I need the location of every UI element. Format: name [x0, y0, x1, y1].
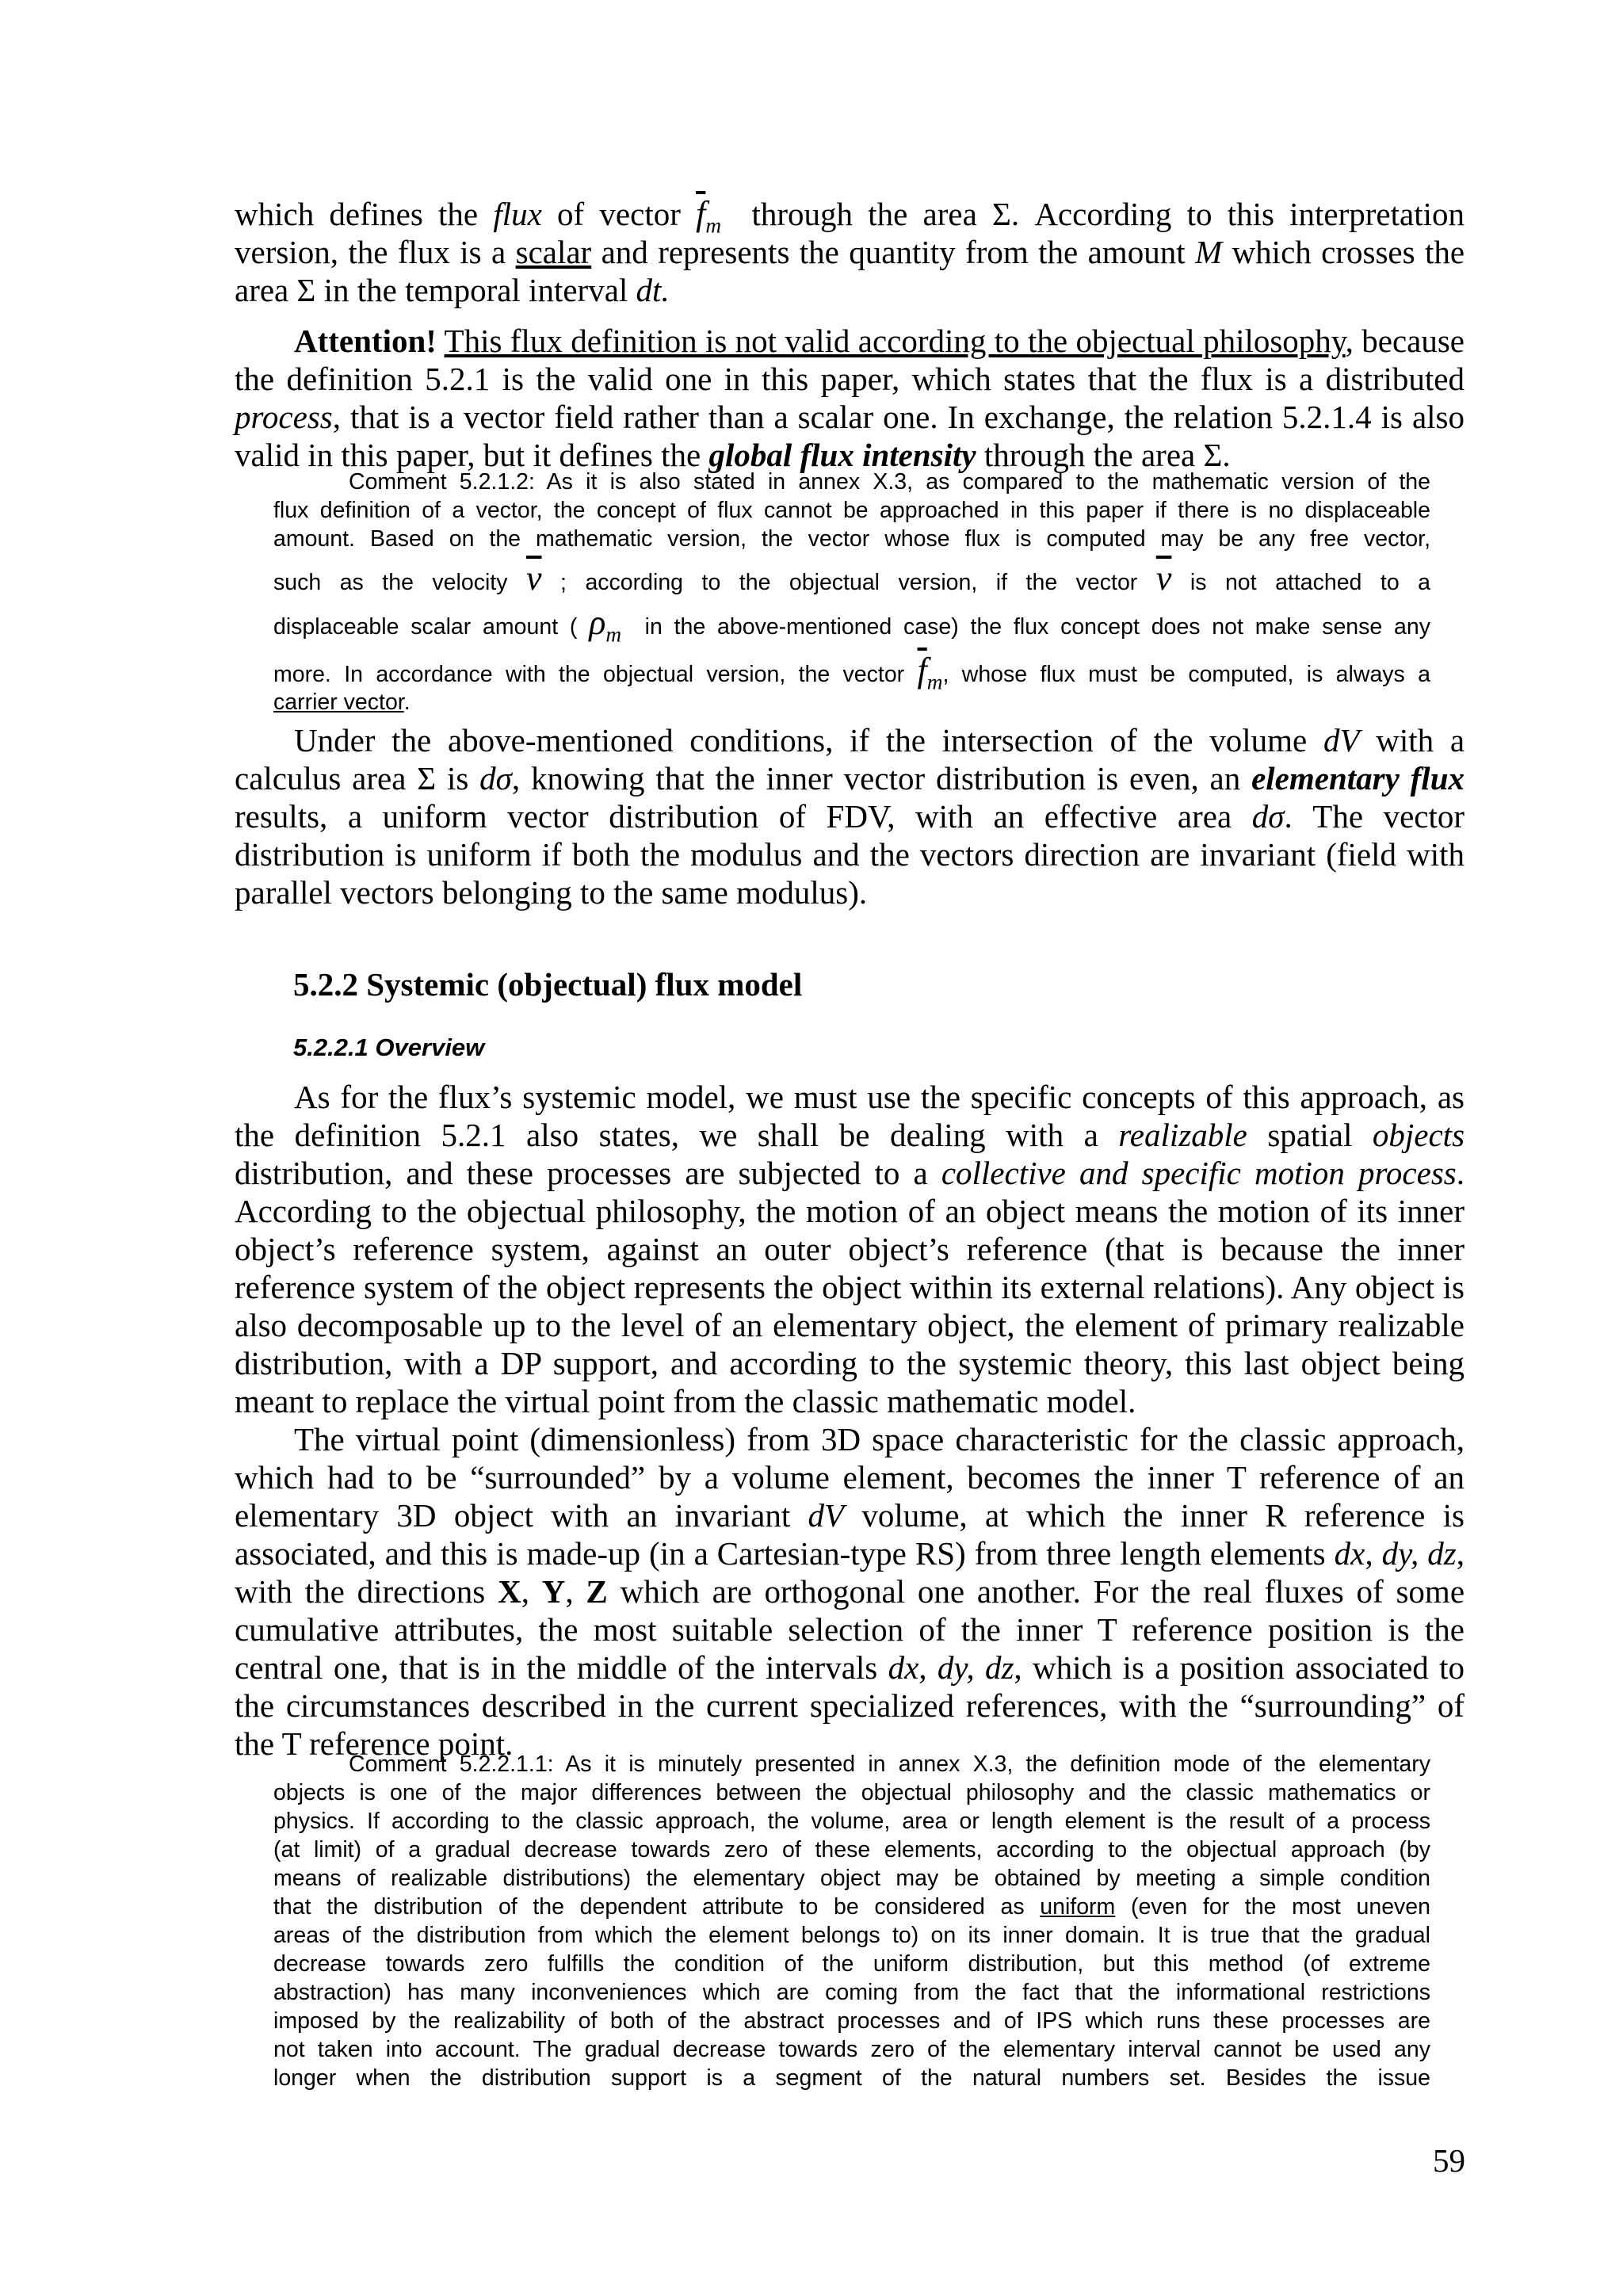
page-number: 59: [1433, 2142, 1465, 2179]
rho-m: $\rho_m$: [589, 603, 622, 647]
paragraph-overview: As for the flux’s systemic model, we must use the specific concepts of this approach, as the definition 5.2.1 also states, we shall be dealing with a realizable spatial objects distribution, and these processes are subjected to a collective and specific motion process. According to the objectual philosophy, the motion of an object means the motion of its inner object’s reference system, against an outer object’s reference (that is because the inner reference system of the object represents the object within its external relations). Any object is also decomposable up to the level of an elementary object, the element of primary realizable distribution, with a DP support, and according to the systemic theory, this last object being meant to replace the virtual point from the classic mathematic model.: [235, 1079, 1465, 1419]
paragraph-attention: Attention! This flux definition is not valid according to the objectual philosophy, because the definition 5.2.1 is the valid one in this paper, which states that the flux is a distributed process, that is a vector field rather than a scalar one. In exchange, the relation 5.2.1.4 is also valid in this paper, but it defines the global flux intensity through the area Σ.: [235, 323, 1465, 473]
subsection-heading: 5.2.2.1 Overview: [293, 1033, 485, 1061]
vector-f-m: $\overline{f}_m$: [696, 194, 722, 238]
vector-v: $\overline{v}$: [525, 559, 542, 598]
vector-v: $\overline{v}$: [1155, 559, 1172, 598]
paragraph-flux-definition: which defines the flux of vector $\overline{f}_m$ through the area Σ. According to this interpretation version, the flux is a scalar and represents the quantity from the amount M which crosses the area Σ in the temporal interval dt.: [235, 194, 1465, 308]
section-heading: 5.2.2 Systemic (objectual) flux model: [293, 966, 803, 1003]
paragraph-elementary-flux: Under the above-mentioned conditions, if the intersection of the volume dV with a calculus area Σ is dσ, knowing that the inner vector distribution is even, an elementary flux results, a uniform vector distribution of FDV, with an effective area dσ. The vector distribution is uniform if both the modulus and the vectors direction are invariant (field with parallel vectors belonging to the same modulus).: [235, 722, 1465, 911]
page: which defines the flux of vector $\overline{f}_m$ through the area Σ. According to this interpretation version, the flux is a scalar and represents the quantity from the amount M which crosses the area Σ in the temporal interval dt. Attention! This flux definition is not valid according to the objectual philosophy, because the definition 5.2.1 is the valid one in this paper, which states that the flux is a distributed process, that is a vector field rather than a scalar one. In exchange, the relation 5.2.1.4 is also valid in this paper, but it defines the global flux intensity through the area Σ. Comment 5.2.1.2: As it is also stated in annex X.3, as compared to the mathematic version of the flux definition of a vector, the concept of flux cannot be approached in this paper if there is no displaceable amount. Based on the mathematic version, the vector whose flux is computed may be any free vector, such as the velocity $\overline{v}$ ; according to the objectual version, if the vector $\overline{v}$ is not attached to a displaceable scalar amount ( $\rho_m$ in the above-mentioned case) the flux concept does not make sense any more. In accordance with the objectual version, the vector $\overline{f}_m$, whose flux must be computed, is always a carrier vector. Under the above-mentioned conditions, if the intersection of the volume dV with a calculus area Σ is dσ, knowing that the inner vector distribution is even, an elementary flux results, a uniform vector distribution of FDV, with an effective area dσ. The vector distribution is uniform if both the modulus and the vectors direction are invariant (field with parallel vectors belonging to the same modulus). 5.2.2 Systemic (objectual) flux model 5.2.2.1 Overview As for the flux’s systemic model, we must use the specific concepts of this approach, as the definition 5.2.1 also states, we shall be dealing with a realizable spatial objects distribution, and these processes are subjected to a collective and specific motion process. According to the objectual philosophy, the motion of an object means the motion of its inner object’s reference system, against an outer object’s reference (that is because the inner reference system of the object represents the object within its external relations). Any object is also decomposable up to the level of an elementary object, the element of primary realizable distribution, with a DP support, and according to the systemic theory, this last object being meant to replace the virtual point from the classic mathematic model. The virtual point (dimensionless) from 3D space characteristic for the classic approach, which had to be “surrounded” by a volume element, becomes the inner T reference of an elementary 3D object with an invariant dV volume, at which the inner R reference is associated, and this is made-up (in a Cartesian-type RS) from three length elements dx, dy, dz, with the directions X, Y, Z which are orthogonal one another. For the real fluxes of some cumulative attributes, the most suitable selection of the inner T reference position is the central one, that is in the middle of the intervals dx, dy, dz, which is a position associated to the circumstances described in the current specialized references, with the “surrounding” of the T reference point. Comment 5.2.2.1.1: As it is minutely presented in annex X.3, the definition mode of the elementary objects is one of the major differences between the objectual philosophy and the classic mathematics or physics. If according to the classic approach, the volume, area or length element is the result of a process (at limit) of a gradual decrease towards zero of these elements, according to the objectual approach (by means of realizable distributions) the elementary object may be obtained by meeting a simple condition that the distribution of the dependent attribute to be considered as uniform (even for the most uneven areas of the distribution from which the element belongs to) on its inner domain. It is true that the gradual decrease towards zero fulfills the condition of the uniform distribution, but this method (of extreme abstraction) has many inconveniences which are coming from the fact that the informational restrictions imposed by the realizability of both of the abstract processes and of IPS which runs these processes are not taken into account. The gradual decrease towards zero of the elementary interval cannot be used any longer when the distribution support is a segment of the natural numbers set. Besides the issue 59: [235, 194, 1465, 2179]
paragraph-virtual-point: The virtual point (dimensionless) from 3D space characteristic for the classic approach, which had to be “surrounded” by a volume element, becomes the inner T reference of an elementary 3D object with an invariant dV volume, at which the inner R reference is associated, and this is made-up (in a Cartesian-type RS) from three length elements dx, dy, dz, with the directions X, Y, Z which are orthogonal one another. For the real fluxes of some cumulative attributes, the most suitable selection of the inner T reference position is the central one, that is in the middle of the intervals dx, dy, dz, which is a position associated to the circumstances described in the current specialized references, with the “surrounding” of the T reference point.: [235, 1421, 1465, 1762]
vector-f-m: $\overline{f}_m$: [917, 651, 943, 694]
